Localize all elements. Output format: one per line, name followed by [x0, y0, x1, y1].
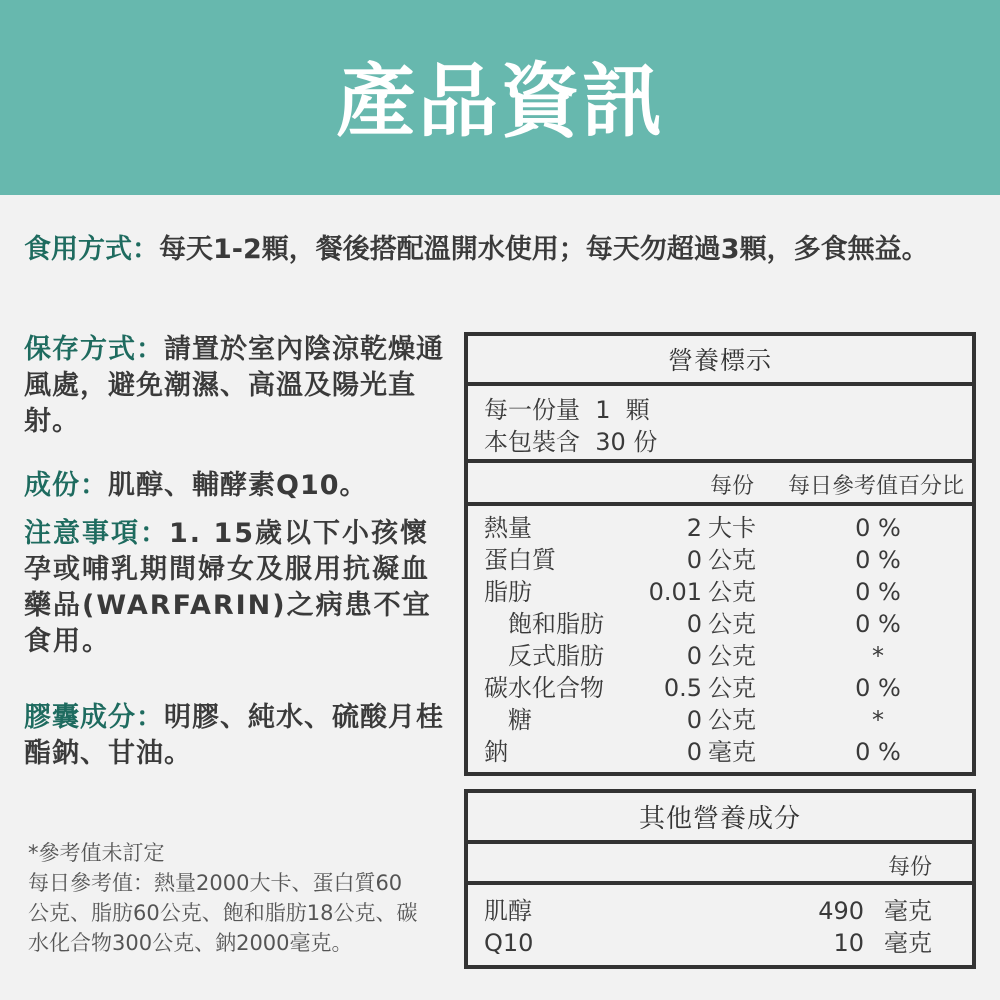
nutrient-amount: 0 [686, 738, 702, 766]
capsule-label: 膠囊成分： [24, 702, 164, 733]
daily-value-footnote [28, 838, 448, 958]
nutrient-name: 碳水化合物 [484, 674, 604, 702]
nutrient-amount: 0 [686, 706, 702, 734]
caution-paragraph [24, 516, 444, 660]
nutrient-name: 脂肪 [484, 578, 532, 606]
servings-per-package: 本包裝含 30 份 [484, 428, 658, 456]
nutrient-amount: 2 [686, 514, 702, 542]
table-row [468, 608, 972, 640]
footnote-line: 公克、脂肪60公克、飽和脂肪18公克、碳 [28, 901, 418, 925]
page-title: 產品資訊 [336, 55, 664, 148]
nutrient-unit: 大卡 [708, 514, 756, 542]
caution-label: 注意事項： [24, 518, 169, 549]
table-row [468, 672, 972, 704]
serving-info [468, 386, 972, 463]
nutrient-amount: 10 [833, 929, 864, 957]
nutrient-unit: 公克 [708, 642, 756, 670]
per-serving-header: 每份 [709, 474, 754, 499]
table-row [468, 512, 972, 544]
footnote-line: *參考值未訂定 [28, 841, 165, 865]
usage-label: 食用方式： [24, 234, 159, 265]
nutrient-unit: 毫克 [884, 897, 932, 925]
nutrient-dv: 0 % [855, 738, 901, 766]
capsule-text: 明膠、純水、硫酸月桂酯鈉、甘油。 [24, 702, 444, 769]
caution-text: 1. 15歲以下小孩懷孕或哺乳期間婦女及服用抗凝血藥品(WARFARIN)之病患不宜食用。 [24, 518, 432, 657]
nutrient-amount: 0 [686, 546, 702, 574]
nutrition-title: 營養標示 [468, 336, 972, 386]
nutrient-dv: * [872, 706, 884, 734]
storage-text: 請置於室內陰涼乾燥通風處，避免潮濕、高溫及陽光直射。 [24, 334, 444, 437]
nutrient-dv: 0 % [855, 546, 901, 574]
nutrient-dv: 0 % [855, 674, 901, 702]
nutrient-name: 糖 [508, 706, 532, 734]
usage-paragraph [24, 232, 964, 268]
table-row [468, 576, 972, 608]
per-serving-header: 每份 [887, 855, 932, 880]
serving-size: 每一份量 1 顆 [484, 396, 650, 424]
nutrient-unit: 毫克 [884, 929, 932, 957]
ingredients-label: 成份： [24, 470, 108, 501]
nutrition-facts-table [464, 332, 976, 776]
other-nutrients-table [464, 789, 976, 969]
other-nutrients-rows [468, 885, 972, 965]
daily-value-header: 每日參考值百分比 [787, 474, 964, 499]
footnote-line: 水化合物300公克、鈉2000毫克。 [28, 931, 353, 955]
nutrient-unit: 毫克 [708, 738, 756, 766]
nutrient-unit: 公克 [708, 578, 756, 606]
nutrient-amount: 0 [686, 642, 702, 670]
nutrient-unit: 公克 [708, 610, 756, 638]
table-row [468, 544, 972, 576]
ingredients-paragraph [24, 468, 444, 504]
table-row [468, 736, 972, 768]
ingredients-text: 肌醇、輔酵素Q10。 [108, 470, 368, 501]
table-row [468, 640, 972, 672]
page-header [0, 0, 1000, 195]
table-row [468, 927, 972, 959]
nutrient-dv: 0 % [855, 514, 901, 542]
usage-text: 每天1-2顆，餐後搭配溫開水使用；每天勿超過3顆，多食無益。 [159, 234, 929, 265]
storage-paragraph [24, 332, 444, 440]
nutrient-name: Q10 [484, 929, 534, 957]
nutrient-name: 熱量 [484, 514, 532, 542]
nutrient-amount: 0.5 [663, 674, 702, 702]
nutrition-column-header [468, 463, 972, 506]
nutrient-dv: 0 % [855, 578, 901, 606]
nutrient-name: 飽和脂肪 [508, 610, 604, 638]
nutrient-dv: 0 % [855, 610, 901, 638]
other-nutrients-column-header [468, 844, 972, 885]
footnote-line: 每日參考值：熱量2000大卡、蛋白質60 [28, 871, 403, 895]
storage-label: 保存方式： [24, 334, 164, 365]
table-row [468, 895, 972, 927]
nutrient-name: 反式脂肪 [508, 642, 604, 670]
nutrition-rows [468, 506, 972, 772]
nutrient-name: 肌醇 [484, 897, 532, 925]
capsule-paragraph [24, 700, 444, 772]
nutrient-amount: 0.01 [648, 578, 702, 606]
nutrient-amount: 490 [818, 897, 864, 925]
table-row [468, 704, 972, 736]
nutrient-unit: 公克 [708, 546, 756, 574]
nutrient-unit: 公克 [708, 674, 756, 702]
nutrient-unit: 公克 [708, 706, 756, 734]
nutrient-dv: * [872, 642, 884, 670]
nutrient-amount: 0 [686, 610, 702, 638]
nutrient-name: 蛋白質 [484, 546, 556, 574]
other-nutrients-title: 其他營養成分 [468, 793, 972, 844]
nutrient-name: 鈉 [484, 738, 508, 766]
